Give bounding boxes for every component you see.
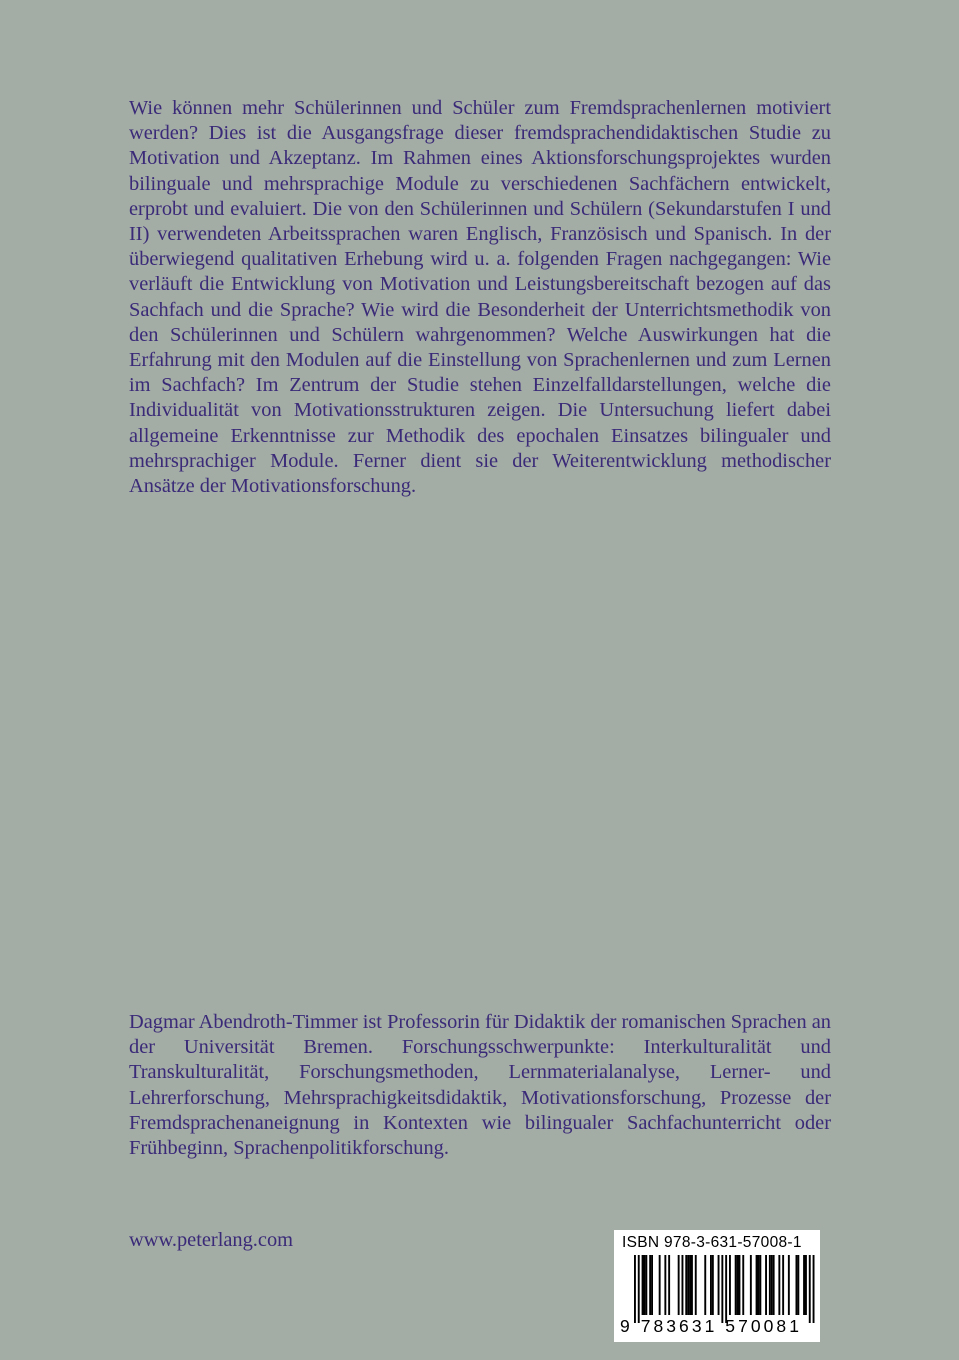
barcode-bar [758,1255,760,1315]
barcode-bar [742,1255,744,1315]
barcode-guard-bar [638,1255,640,1323]
barcode-bar [678,1255,680,1315]
barcode-bar [805,1255,807,1315]
barcode-bar [649,1255,651,1315]
barcode-bar [797,1255,799,1315]
barcode-bar [642,1255,644,1315]
barcode-bar [668,1255,670,1315]
barcode-bar [644,1255,646,1315]
barcode-bar [659,1255,661,1315]
barcode-bar [695,1255,697,1315]
barcode-bar [651,1255,653,1315]
barcode-bar [765,1255,767,1315]
barcode-bar [778,1255,780,1315]
isbn-barcode-digits: 9 783631 570081 [620,1316,802,1336]
barcode-bar [788,1255,790,1315]
barcode-bar [691,1255,693,1315]
barcode-guard-bar [634,1255,636,1323]
barcode-bar [739,1255,741,1315]
barcode-bar [750,1255,752,1315]
barcode-bar [735,1255,737,1315]
barcode-bar [796,1255,798,1315]
barcode-bar [682,1255,684,1315]
barcode-bar [687,1255,689,1315]
barcode-bar [759,1255,761,1315]
author-bio: Dagmar Abendroth-Timmer ist Professorin für Didaktik der romanischen Sprachen an der Universität Bremen. Forschungsschwerpunkte: Interkulturalität und Transkulturalität, Forschungsmethoden, Lernmaterialanalyse, Lerner- und Lehrerforschung, Mehrsprachigkeitsdidaktik, Motivationsforschung, Prozesse der Fremdsprachenaneignung in Kontexten wie bilingualer Sachfachunterricht oder Frühbeginn, Sprachenpolitikforschung. [129,1011,832,1160]
barcode-bar [689,1255,691,1315]
barcode-bar [737,1255,739,1315]
back-cover-blurb: Wie können mehr Schülerinnen und Schüler zum Fremdsprachenlernen motiviert werden? Dies ist die Ausgangsfrage dieser fremdsprachendidaktischen Studie zu Motivation und Akzeptanz. Im Rahmen eines Aktionsforschungsprojektes wurden bilinguale und mehrsprachige Module zu verschiedenen Sachfächern entwickelt, erprobt und evaluiert. Die von den Schülerinnen und Schülern (Sekundarstufen I und II) verwendeten Arbeitssprachen waren Englisch, Französisch und Spanisch. In der überwiegend qualitativen Erhebung wird u. a. folgenden Fragen nachgegangen: Wie verläuft die Entwicklung von Motivation und Leistungsbereitschaft bezogen auf das Sachfach und die Sprache? Wie wird die Besonderheit der Unterrichtsmethodik von den Schülerinnen und Schülern wahrgenommen? Welche Auswirkungen hat die Erfahrung mit den Modulen auf die Einstellung von Sprachenlernen und zum Lernen im Sachfach? Im Zentrum der Studie stehen Einzelfalldarstellungen, welche die Individualität von Motivationsstrukturen zeigen. Die Untersuchung liefert dabei allgemeine Erkenntnisse zur Methodik des epochalen Einsatzes bilingualer und mehrsprachiger Module. Ferner dient sie der Weiterentwicklung methodischer Ansätze der Motivationsforschung. [129,97,831,498]
barcode-bar [645,1255,647,1315]
barcode-bar [769,1255,771,1315]
isbn-label: ISBN 978-3-631-57008-1 [622,1234,802,1251]
barcode-bar [704,1255,706,1315]
barcode-guard-bar [813,1255,815,1323]
publisher-website: www.peterlang.com [129,1229,294,1251]
barcode-bar [756,1255,758,1315]
barcode-bar [712,1255,714,1315]
barcode-bar [773,1255,775,1315]
barcode-bar [771,1255,773,1315]
barcode-guard-bar [725,1255,727,1323]
isbn-barcode-block [614,1230,820,1342]
barcode-bar [782,1255,784,1315]
barcode-bar [803,1255,805,1315]
barcode-bar [685,1255,687,1315]
barcode-bar [710,1255,712,1315]
barcode-guard-bar [809,1255,811,1323]
barcode-guard-bar [721,1255,723,1323]
barcode-bar [718,1255,720,1315]
barcode-bar [664,1255,666,1315]
barcode-bar [729,1255,731,1315]
